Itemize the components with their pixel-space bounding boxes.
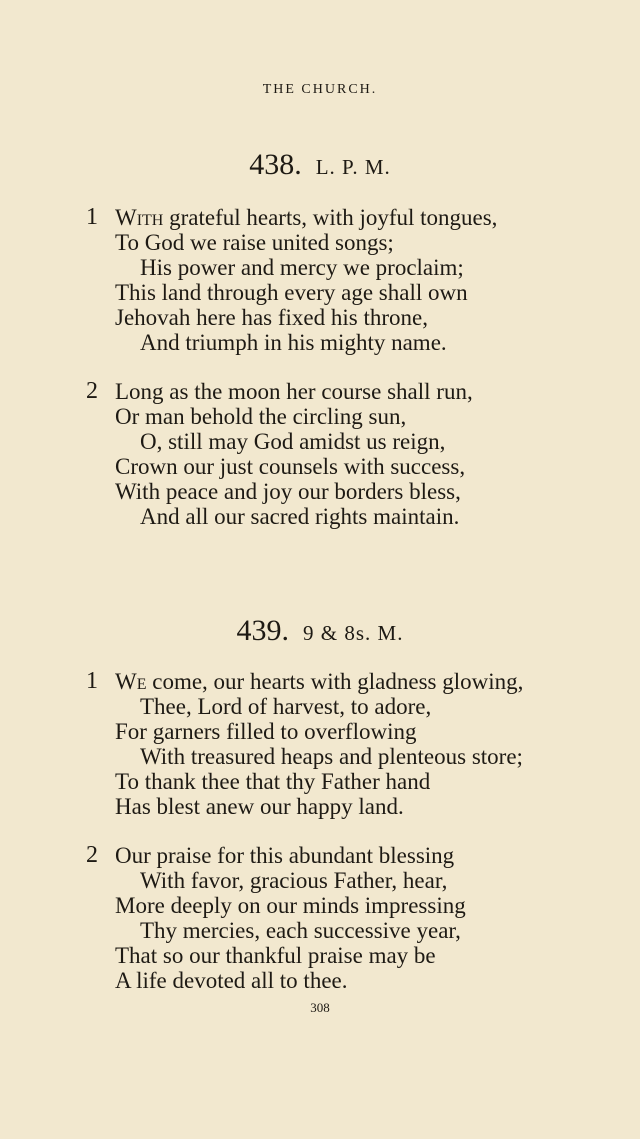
verse-number: 2 bbox=[86, 842, 98, 868]
stanza-line: And all our sacred rights maintain. bbox=[140, 504, 460, 529]
hymn-meter: 9 & 8s. M. bbox=[303, 621, 404, 645]
stanza-line: His power and mercy we proclaim; bbox=[140, 255, 464, 280]
stanza-line: To God we raise united songs; bbox=[115, 230, 394, 255]
stanza-line: Long as the moon her course shall run, bbox=[115, 379, 473, 404]
hymn-number: 438. bbox=[249, 148, 302, 181]
stanza-line: With treasured heaps and plenteous store; bbox=[140, 744, 523, 769]
stanza-line: Thee, Lord of harvest, to adore, bbox=[140, 694, 432, 719]
stanza-line: More deeply on our minds impressing bbox=[115, 893, 466, 918]
stanza-line: Crown our just counsels with success, bbox=[115, 454, 466, 479]
stanza-line: For garners filled to overflowing bbox=[115, 719, 417, 744]
verse-number: 1 bbox=[86, 204, 98, 230]
running-head: THE CHURCH. bbox=[262, 82, 378, 97]
hymn-439-heading bbox=[0, 614, 640, 648]
hymn-438-heading bbox=[0, 148, 640, 182]
hymn-meter: L. P. M. bbox=[315, 155, 391, 179]
stanza-line: With peace and joy our borders bless, bbox=[115, 479, 461, 504]
verse-number: 1 bbox=[86, 668, 98, 694]
stanza-line: Our praise for this abundant blessing bbox=[115, 843, 455, 868]
stanza-line: With favor, gracious Father, hear, bbox=[140, 868, 448, 893]
line-text: grateful hearts, with joyful tongues, bbox=[163, 205, 498, 230]
stanza-line: And triumph in his mighty name. bbox=[140, 330, 447, 355]
stanza-line bbox=[115, 669, 523, 694]
stanza-line: Has blest anew our happy land. bbox=[115, 794, 404, 819]
stanza-line: That so our thankful praise may be bbox=[115, 943, 436, 968]
stanza-line: Thy mercies, each successive year, bbox=[140, 918, 461, 943]
stanza-line: A life devoted all to thee. bbox=[115, 968, 348, 993]
verse-number: 2 bbox=[86, 378, 98, 404]
stanza-line: O, still may God amidst us reign, bbox=[140, 429, 446, 454]
first-word: With bbox=[115, 205, 164, 230]
line-text: come, our hearts with gladness glowing, bbox=[146, 669, 524, 694]
hymn-number: 439. bbox=[236, 614, 290, 647]
stanza-line bbox=[115, 205, 497, 230]
stanza-line: Jehovah here has fixed his throne, bbox=[115, 305, 428, 330]
page-number: 308 bbox=[310, 1000, 330, 1015]
stanza-line: To thank thee that thy Father hand bbox=[115, 769, 431, 794]
stanza-line: Or man behold the circling sun, bbox=[115, 404, 407, 429]
first-word: We bbox=[115, 669, 147, 694]
stanza-line: This land through every age shall own bbox=[115, 280, 468, 305]
